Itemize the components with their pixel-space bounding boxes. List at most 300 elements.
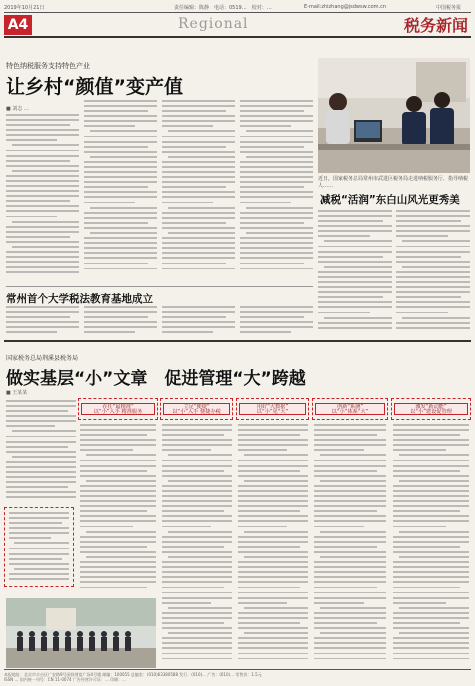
text-line [393,470,460,472]
text-line [314,434,377,436]
text-line [80,490,156,492]
text-line [240,217,313,219]
text-line [238,444,308,446]
text-line [6,261,79,263]
text-line [84,105,157,107]
text-line [80,434,147,436]
text-line [238,587,300,589]
text-line [6,256,79,258]
text-line [84,146,148,148]
text-line [314,642,386,644]
text-line [318,296,383,298]
text-line [6,251,79,253]
text-line [9,553,69,555]
text-line [396,281,470,283]
text-line [162,465,232,467]
text-line [238,485,308,487]
box-4 [312,398,388,420]
text-line [80,460,156,462]
text-line [320,556,386,558]
story1-column-1 [6,114,79,279]
text-line [12,221,79,223]
text-line [80,465,156,467]
text-line [314,465,386,467]
text-line [393,617,469,619]
text-line [9,537,51,539]
text-line [240,166,313,168]
text-line [9,578,69,580]
text-line [318,327,392,329]
story1-column-4 [240,100,313,279]
text-line [318,251,392,253]
text-line [238,434,300,436]
text-line [314,495,386,497]
text-line [162,191,235,193]
text-line [399,454,469,456]
top-rule [4,12,471,13]
text-line [399,531,469,533]
text-line [168,130,235,132]
text-line [80,429,156,431]
text-line [318,271,392,273]
text-line [162,306,235,308]
story2-column-4 [240,306,313,336]
box-5 [391,398,471,420]
text-line [86,556,156,558]
text-line [314,429,386,431]
story4-sidebar-text [9,512,69,582]
text-line [318,322,392,324]
text-line [168,607,232,609]
text-line [6,400,76,402]
text-line [393,475,469,477]
text-line [238,490,308,492]
text-line [9,532,69,534]
tax-service-photo-image [318,58,470,173]
text-line [314,658,386,660]
text-line [14,542,69,544]
text-line [162,120,235,122]
text-line [80,536,156,538]
text-line [246,156,313,158]
text-line [238,597,308,599]
text-line [162,515,232,517]
text-line [393,490,469,492]
text-line [393,460,469,462]
text-line [314,597,386,599]
text-line [162,637,232,639]
text-line [318,215,392,217]
text-line [314,551,386,553]
text-line [246,130,313,132]
text-line [168,232,235,234]
text-line [6,119,79,121]
text-line [6,165,79,167]
text-line [168,556,232,558]
text-line [162,217,235,219]
text-line [168,156,235,158]
story1-column-3 [162,100,235,279]
text-line [80,495,156,497]
text-line [80,449,133,451]
mid-rule [4,340,471,342]
text-line [84,171,157,173]
text-line [162,444,232,446]
text-line [162,470,224,472]
issue-date: 2019年10月21日 [4,5,45,11]
text-line [396,230,470,232]
group-photo-image [6,598,156,668]
text-line [6,471,76,473]
text-line [9,527,69,529]
text-line [318,235,370,237]
text-line [393,587,460,589]
text-line [6,436,76,438]
text-line [393,658,469,660]
text-line [6,415,76,417]
text-line [393,439,469,441]
text-line [162,658,232,660]
text-line [396,215,470,217]
text-line [240,306,313,308]
text-line [396,210,470,212]
text-line [318,291,392,293]
text-line [238,520,308,522]
text-line [314,439,386,441]
text-line [396,301,470,303]
text-line [393,581,469,583]
text-line [240,212,313,214]
text-line [244,556,308,558]
text-line [6,486,68,488]
story4-sidebar-box [4,507,74,587]
text-line [393,627,469,629]
story2-headline: 常州首个大学税法教育基地成立 [6,293,153,305]
text-line [84,222,148,224]
story4-byline: ■ 王某某 [6,390,28,396]
text-line [84,141,157,143]
text-line [80,551,156,553]
text-line [84,151,157,153]
text-line [80,500,156,502]
paper-name: 中国税务报 [436,5,462,11]
text-line [6,476,76,478]
text-line [244,607,308,609]
text-line [320,454,386,456]
story4-column-1 [80,424,156,594]
text-line [314,566,386,568]
text-line [318,301,392,303]
text-line [238,617,308,619]
text-line [240,257,313,259]
text-line [9,573,69,575]
text-line [314,622,377,624]
text-line [6,216,57,218]
text-line [80,561,156,563]
text-line [6,226,79,228]
text-line [84,161,157,163]
text-line [240,247,313,249]
text-line [396,251,470,253]
text-line [393,424,469,426]
text-line [240,222,304,224]
text-line [6,236,70,238]
text-line [238,551,308,553]
box-4-label: 创新“系统” 以“小”体系“大” [315,403,385,415]
text-line [240,316,304,318]
text-line [238,541,308,543]
text-line [6,175,79,177]
text-line [84,202,135,204]
text-line [86,480,156,482]
story1-byline: ■ 刘志 … [6,106,29,112]
text-line [9,548,69,550]
text-line [314,515,386,517]
text-line [162,176,235,178]
text-line [162,326,235,328]
text-line [314,470,377,472]
text-line [238,612,308,614]
text-line [6,405,76,407]
text-line [80,475,156,477]
text-line [393,642,469,644]
story1-headline: 让乡村“颜值”变产值 [6,76,183,98]
text-line [84,196,157,198]
text-line [396,271,470,273]
text-line [402,240,470,242]
text-line [162,460,232,462]
text-line [240,263,304,265]
text-line [240,100,313,102]
page-number: A4 [4,15,32,35]
text-line [162,429,232,431]
text-line [162,597,232,599]
text-line [318,230,392,232]
text-line [162,268,235,270]
text-line [6,481,76,483]
text-line [6,491,76,493]
text-line [162,263,226,265]
text-line [240,125,291,127]
text-line [314,561,386,563]
text-line [238,642,308,644]
text-line [399,632,469,634]
text-line [6,306,79,308]
text-line [84,100,157,102]
text-line [162,257,235,259]
text-line [238,526,287,528]
text-line [320,531,386,533]
text-line [162,242,235,244]
text-line [240,186,304,188]
text-line [318,306,392,308]
text-line [162,581,232,583]
text-line [84,311,157,313]
text-line [324,266,392,268]
story4-column-3 [238,424,308,668]
text-line [80,424,156,426]
text-line [80,541,156,543]
text-line [162,485,232,487]
text-line [240,321,313,323]
text-line [162,171,235,173]
text-line [6,496,76,498]
text-line [399,607,469,609]
text-line [240,181,313,183]
text-line [393,429,469,431]
box-5-label: 激发“新动能” 以“小”建设促管理 [394,403,468,415]
text-line [90,130,157,132]
text-line [162,536,232,538]
text-line [314,612,386,614]
text-line [6,311,79,313]
text-line [393,546,460,548]
text-line [162,196,235,198]
text-line [162,510,224,512]
text-line [6,321,79,323]
text-line [6,451,76,453]
text-line [84,136,157,138]
text-line [162,541,232,543]
text-line [320,607,386,609]
story4-column-2 [162,424,232,668]
text-line [162,546,224,548]
box-3-label: 用好“大数据” 以“小”见“大” [239,403,306,415]
text-line [238,515,308,517]
text-line [396,327,470,329]
text-line [240,120,313,122]
text-line [240,196,313,198]
text-line [240,331,291,333]
text-line [162,237,235,239]
text-line [6,200,70,202]
text-line [240,110,304,112]
text-line [84,115,157,117]
text-line [240,227,313,229]
text-line [9,512,69,514]
text-line [80,546,147,548]
text-line [6,180,79,182]
text-line [240,161,313,163]
text-line [320,480,386,482]
text-line [318,281,392,283]
text-line [162,475,232,477]
text-line [80,576,156,578]
text-line [6,241,79,243]
text-line [6,441,76,443]
text-line [162,252,235,254]
text-line [84,191,157,193]
text-line [240,242,313,244]
story2-column-2 [84,306,157,336]
text-line [162,647,232,649]
section-title: 税务新闻 [404,16,469,35]
text-line [84,176,157,178]
text-line [162,166,235,168]
text-line [238,510,300,512]
text-line [314,444,386,446]
text-line [324,317,392,319]
text-line [314,475,386,477]
text-line [314,510,377,512]
text-line [396,235,448,237]
box-2-label: 立足“便捷” 以“小”入手 便捷办税 [163,403,230,415]
text-line [246,232,313,234]
text-line [6,420,76,422]
text-line [162,227,235,229]
text-line [84,212,157,214]
text-line [402,266,470,268]
text-line [162,311,235,313]
text-line [84,306,157,308]
text-line [162,115,235,117]
text-line [314,460,386,462]
text-line [162,331,213,333]
text-line [314,617,386,619]
text-line [238,561,308,563]
text-line [393,536,469,538]
text-line [162,222,226,224]
text-line [238,576,308,578]
text-line [90,207,157,209]
text-line [6,150,79,152]
text-line [324,240,392,242]
text-line [240,176,313,178]
text-line [162,627,232,629]
text-line [6,316,70,318]
text-line [168,207,235,209]
text-line [238,470,300,472]
text-line [86,454,156,456]
text-line [244,632,308,634]
text-line [80,515,156,517]
text-line [162,612,232,614]
story3-column-2 [396,210,470,335]
text-line [314,536,386,538]
text-line [162,622,224,624]
text-line [6,155,79,157]
text-line [84,110,148,112]
text-line [240,191,313,193]
text-line [162,247,235,249]
text-line [162,141,235,143]
text-line [86,531,156,533]
text-line [314,602,364,604]
text-line [396,296,461,298]
footer-rule [4,669,471,670]
footer-line-1: 本报地址：北京市丰台区广安路9号国投财富广场4号楼 邮编：100055 总编室：(010)63380588 发行：(010)… 广告：(010)… 零售价：1.5元 [4,672,262,677]
text-line [396,322,470,324]
text-line [314,571,386,573]
text-line [6,331,57,333]
text-line [396,286,470,288]
text-line [244,454,308,456]
text-line [6,466,76,468]
text-line [80,510,147,512]
text-line [393,485,469,487]
text-line [402,317,470,319]
box-2 [160,398,233,420]
story4-headline: 做实基层“小”文章 促进管理“大”跨越 [6,369,306,389]
text-line [80,571,156,573]
text-line [314,647,386,649]
text-line [393,647,469,649]
text-line [314,587,377,589]
text-line [396,312,448,314]
text-line [314,520,386,522]
text-line [84,326,157,328]
story3-column-1 [318,210,392,335]
